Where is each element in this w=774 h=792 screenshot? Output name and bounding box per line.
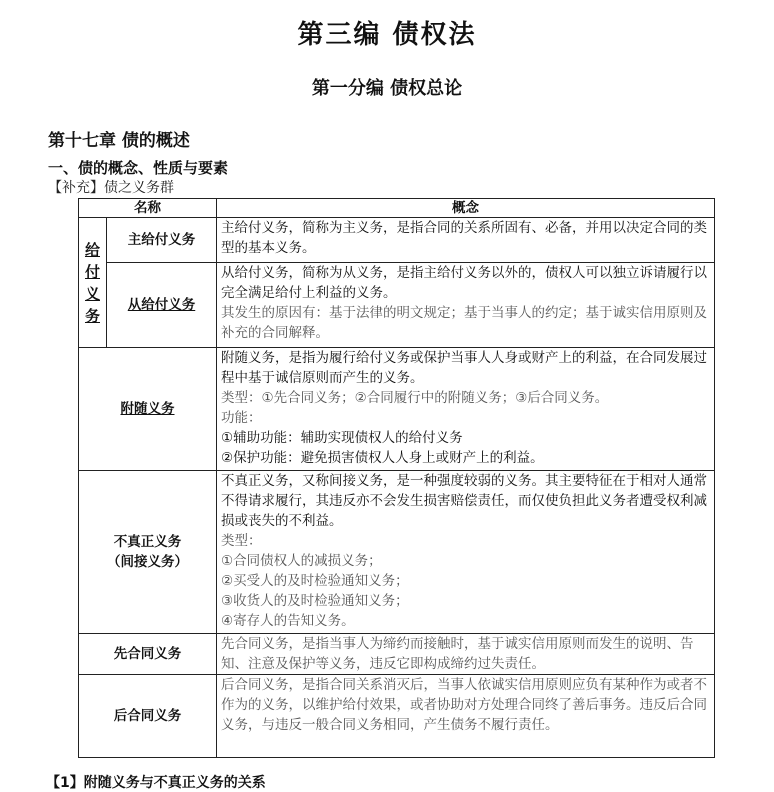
header-name: 名称 [79, 199, 217, 218]
table-row [79, 263, 715, 348]
next-heading: 【1】附随义务与不真正义务的关系 [46, 775, 266, 791]
duty-table [78, 198, 715, 758]
row-concept [217, 471, 715, 634]
table-row [79, 218, 715, 263]
header-concept: 概念 [217, 199, 715, 218]
concept-line: 功能： [221, 410, 262, 426]
row-name-alt: （间接义务） [107, 554, 188, 570]
concept-line: 从给付义务，简称为从义务，是指主给付义务以外的，债权人可以独立诉请履行以完全满足给付上利益的义务。 [221, 265, 707, 301]
concept-line: 其发生的原因有：基于法律的明文规定；基于当事人的约定；基于诚实信用原则及补充的合同解释。 [221, 305, 707, 341]
row-concept [217, 348, 715, 471]
concept-line: ①辅助功能：辅助实现债权人的给付义务 [221, 430, 463, 446]
concept-line: 类型： [221, 533, 262, 549]
subpart-title: 第一分编 债权总论 [311, 78, 463, 99]
group-label: 给付义务 [84, 240, 100, 325]
concept-line: 后合同义务，是指合同关系消灭后，当事人依诚实信用原则应负有某种作为或者不作为的义务，以维护给付效果，或者协助对方处理合同终了善后事务。违反后合同义务，与违反一般合同义务相同，产生债务不履行责任。 [221, 677, 707, 733]
row-concept [217, 218, 715, 263]
row-concept [217, 263, 715, 348]
row-concept [217, 634, 715, 675]
concept-line: 附随义务，是指为履行给付义务或保护当事人人身或财产上的利益，在合同发展过程中基于诚信原则而产生的义务。 [221, 350, 707, 386]
row-name-cell [79, 471, 217, 634]
concept-line: 先合同义务，是指当事人为缔约而接触时，基于诚实信用原则而发生的说明、告知、注意及保护等义务，违反它即构成缔约过失责任。 [221, 636, 694, 672]
concept-line: ④寄存人的告知义务。 [221, 613, 355, 629]
row-name: 主给付义务 [107, 218, 217, 263]
supplement-label: 【补充】债之义务群 [48, 180, 174, 196]
row-name: 不真正义务 [113, 534, 182, 550]
concept-line: 主给付义务，简称为主义务，是指合同的关系所固有、必备，并用以决定合同的类型的基本义务。 [221, 220, 707, 256]
concept-line: ②保护功能：避免损害债权人人身上或财产上的利益。 [221, 450, 544, 466]
concept-line: 类型：①先合同义务；②合同履行中的附随义务；③后合同义务。 [221, 390, 609, 406]
table-row [79, 348, 715, 471]
concept-line: 不真正义务，又称间接义务，是一种强度较弱的义务。其主要特征在于相对人通常不得请求履行，其违反亦不会发生损害赔偿责任，而仅使负担此义务者遭受权利减损或丧失的不利益。 [221, 473, 707, 529]
table-header-row [79, 199, 715, 218]
row-name: 从给付义务 [107, 263, 217, 348]
chapter-title: 第十七章 债的概述 [48, 131, 190, 151]
concept-line: ①合同债权人的减损义务； [221, 553, 382, 569]
table-row [79, 471, 715, 634]
concept-line: ②买受人的及时检验通知义务； [221, 573, 409, 589]
table-row [79, 675, 715, 758]
section-heading: 一、债的概念、性质与要素 [48, 159, 229, 177]
table-row [79, 634, 715, 675]
group-cell [79, 218, 107, 348]
row-name: 后合同义务 [79, 675, 217, 758]
concept-line: ③收货人的及时检验通知义务； [221, 593, 409, 609]
row-name: 附随义务 [79, 348, 217, 471]
row-name: 先合同义务 [79, 634, 217, 675]
row-concept [217, 675, 715, 758]
part-title: 第三编 债权法 [297, 20, 477, 50]
